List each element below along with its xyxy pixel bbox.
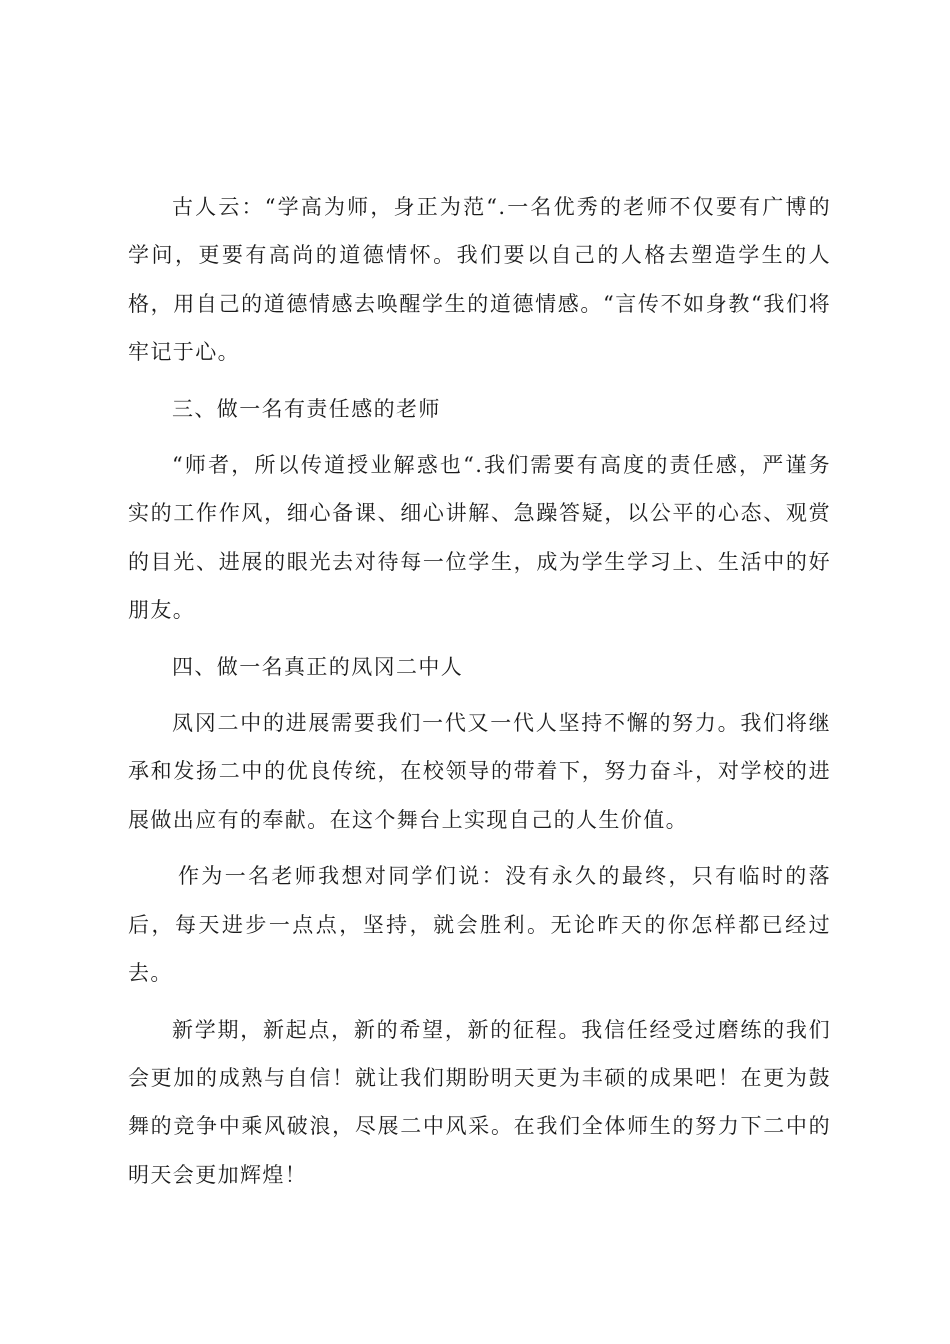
paragraph-responsibility: “师者，所以传道授业解惑也“.我们需要有高度的责任感，严谨务实的工作作风，细心备课、细心讲解、急躁答疑，以公平的心态、观赏的目光、进展的眼光去对待每一位学生，成为学生学习上、生活中的好朋友。 <box>128 453 831 623</box>
section-heading-fenggang: 四、做一名真正的凤冈二中人 <box>172 654 464 679</box>
paragraph-fenggang: 凤冈二中的进展需要我们一代又一代人坚持不懈的努力。我们将继承和发扬二中的优良传统，在校领导的带着下，努力奋斗，对学校的进展做出应有的奉献。在这个舞台上实现自己的人生价值。 <box>128 711 831 832</box>
paragraph-teacher-virtue: 古人云：“学高为师，身正为范“.一名优秀的老师不仅要有广博的学问，更要有高尚的道德情怀。我们要以自己的人格去塑造学生的人格，用自己的道德情感去唤醒学生的道德情感。“言传不如身教“我们将牢记于心。 <box>128 195 831 365</box>
section-heading-responsibility: 三、做一名有责任感的老师 <box>172 396 441 421</box>
paragraph-message-to-students: 作为一名老师我想对同学们说：没有永久的最终，只有临时的落后，每天进步一点点，坚持，就会胜利。无论昨天的你怎样都已经过去。 <box>128 864 831 986</box>
document-body <box>128 183 831 1199</box>
paragraph-new-semester: 新学期，新起点，新的希望，新的征程。我信任经受过磨练的我们会更加的成熟与自信！就让我们期盼明天更为丰硕的成果吧！在更为鼓舞的竞争中乘风破浪，尽展二中风采。在我们全体师生的努力下二中的明天会更加辉煌！ <box>128 1017 831 1187</box>
